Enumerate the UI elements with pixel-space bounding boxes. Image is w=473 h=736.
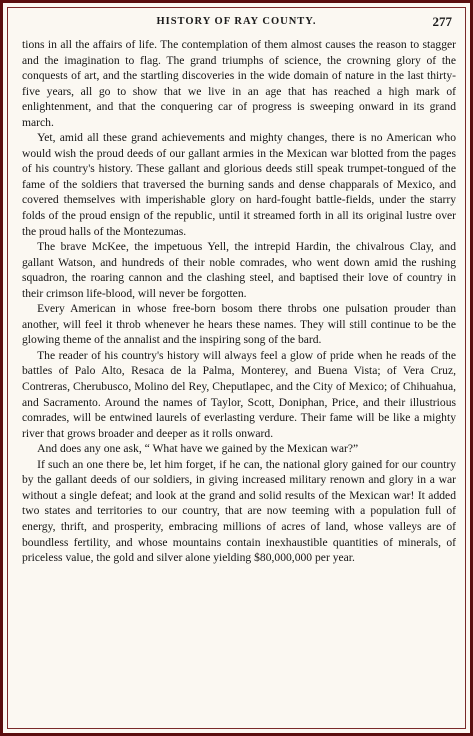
paragraph-7: If such an one there be, let him forget, if he can, the national glory gained for our country by the gallant deeds of our soldiers, in giving increased military renown and glory in a war without a single defeat; and look at the grand and solid results of the Mexican war! It added two states and territories to our country, that are now teeming with a population full of energy, thrift, and prosperity, embracing millions of acres of land, whose valleys are of boundless fertility, and whose mountains contain inexhaustible quantities of minerals, of priceless value, the gold and silver alone yielding $80,000,000 per year. — [22, 457, 456, 565]
paragraph-4: Every American in whose free-born bosom there throbs one pulsation prouder than another, will feel it throb whenever he hears these names. They will still continue to be the glowing theme of the annalist and the inspiring song of the bard. — [22, 302, 456, 347]
paragraph-6: And does any one ask, “ What have we gained by the Mexican war?” — [37, 442, 359, 456]
page-body — [22, 37, 456, 566]
paragraph-3: The brave McKee, the impetuous Yell, the intrepid Hardin, the chivalrous Clay, and gallant Watson, and hundreds of their noble comrades, who went down amid the rushing squadron, the roaring cannon and the clashing steel, and baptised their love of country in their crimson life-blood, will never be forgotten. — [22, 240, 456, 300]
running-head: HISTORY OF RAY COUNTY. — [156, 16, 317, 27]
page-number: 277 — [432, 14, 452, 29]
paragraph-1: tions in all the affairs of life. The contemplation of them almost causes the reason to stagger and the imagination to flag. The grand triumphs of science, the crowning glory of the conquests of art, and the startling discoveries in the wide domain of nature in the last thirty-five years, all go to show that we live in an age that has reached a high mark of enlightenment, and that the conquering car of progress is sweeping onward in its grand march. — [22, 38, 456, 129]
paragraph-2: Yet, amid all these grand achievements and mighty changes, there is no American who would wish the proud deeds of our gallant armies in the Mexican war blotted from the pages of his country's history. These gallant and glorious deeds still speak trumpet-tongued of the fame of the soldiers that traversed the burning sands and dense chapparals of Mexico, and covered themselves with imperishable glory on hard-fought battle-fields, under the starry folds of the proud ensign of the republic, until it streamed forth in all its original lustre over the proud halls of the Montezumas. — [22, 131, 456, 238]
paragraph-5: The reader of his country's history will always feel a glow of pride when he reads of the battles of Palo Alto, Resaca de la Palma, Monterey, and Buena Vista; of Vera Cruz, Contreras, Cherubusco, Molino del Rey, Cheputlapec, and the City of Mexico; of Chihuahua, and Sacramento. Around the names of Taylor, Scott, Doniphan, Price, and their illustrious comrades, will be entwined laurels of everlasting verdure. Their fame will be like a mighty river that grows broader and deeper as it rolls onward. — [22, 348, 456, 440]
page-header — [17, 16, 456, 36]
